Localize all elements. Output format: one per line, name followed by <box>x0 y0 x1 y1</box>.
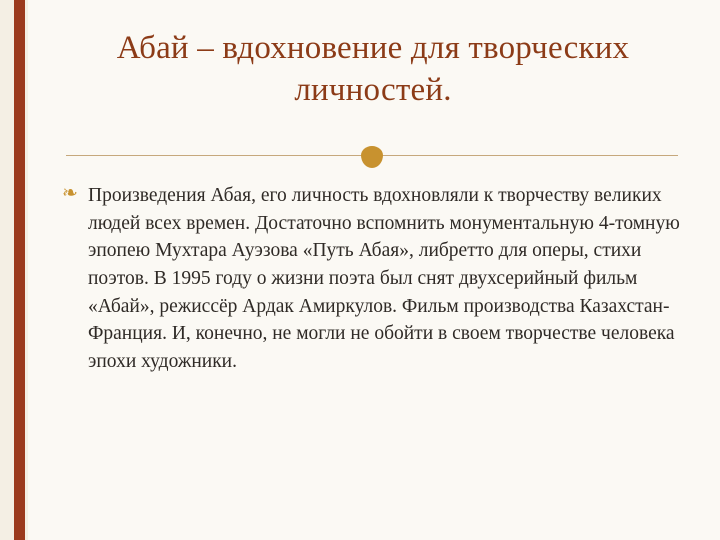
left-edge-band-accent <box>14 0 25 540</box>
diamond-ornament-icon <box>361 146 383 168</box>
slide-content <box>28 0 720 540</box>
body-paragraph: Произведения Абая, его личность вдохновляли к творчеству великих людей всех времен. Достаточно вспомнить монументальную 4-томную эпопею Мухтара Ауэзова «Путь Абая», либретто для оперы, стихи поэтов. В 1995 году о жизни поэта был снят двухсерийный фильм «Абай», режиссёр Ардак Амиркулов. Фильм производства Казахстан-Франция. И, конечно, не могли не обойти в своем творчестве человека эпохи художники. <box>88 185 680 373</box>
left-edge-band-outer <box>0 0 14 540</box>
bullet-ornament-icon: ❧ <box>62 183 78 204</box>
slide-title: Абай – вдохновение для творческих личностей. <box>116 30 630 108</box>
body-bullet-item <box>62 182 682 376</box>
title-divider <box>66 146 678 170</box>
